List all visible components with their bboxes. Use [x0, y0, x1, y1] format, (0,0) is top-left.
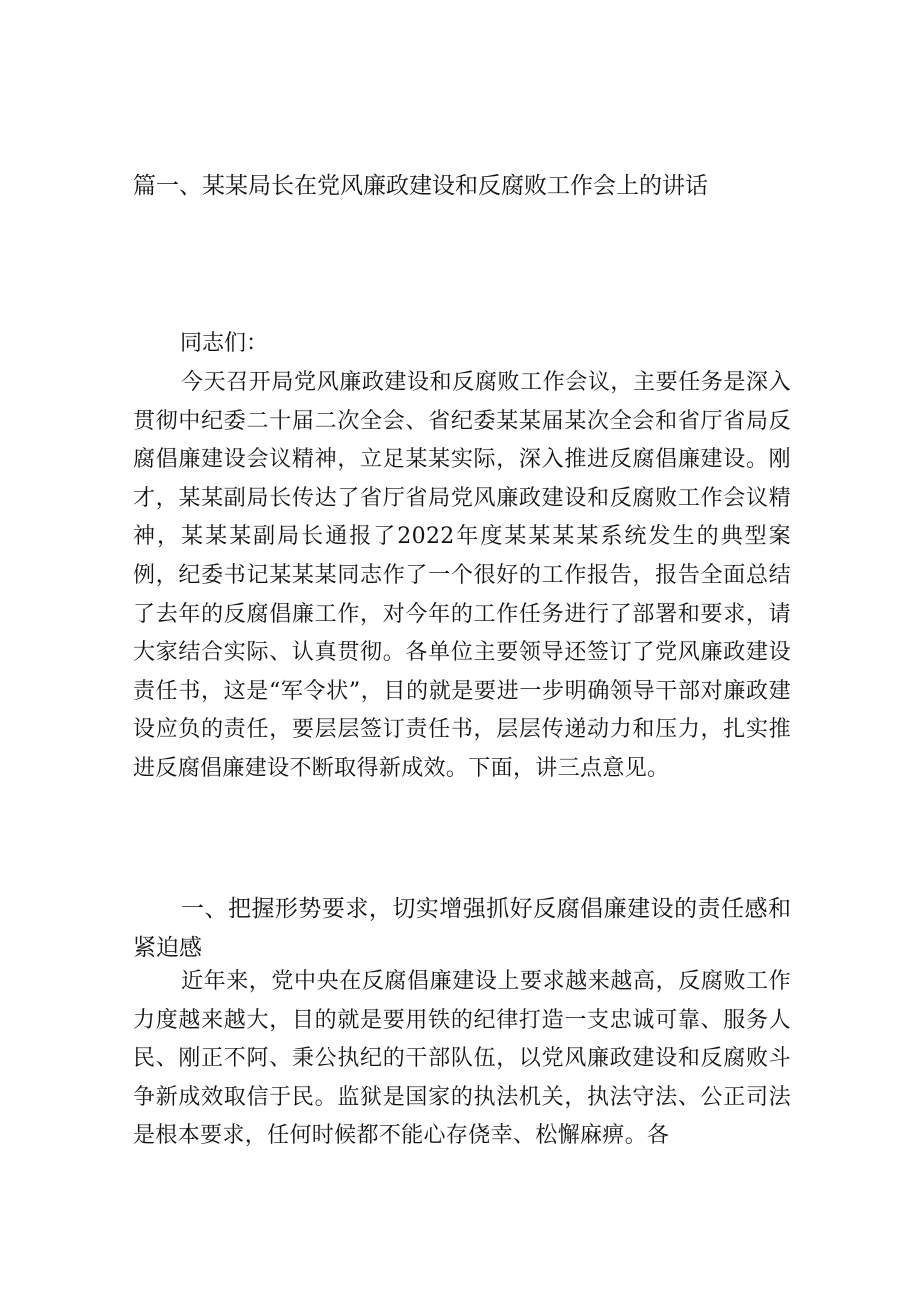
body-paragraph: 今天召开局党风廉政建设和反腐败工作会议，主要任务是深入贯彻中纪委二十届二次全会、省纪委某某届某次全会和省厅省局反腐倡廉建设会议精神，立足某某实际，深入推进反腐倡廉建设。刚才，某某副局长传达了省厅省局党风廉政建设和反腐败工作会议精神，某某某副局长通报了2022年度某某某某系统发生的典型案例，纪委书记某某某同志作了一个很好的工作报告，报告全面总结了去年的反腐倡廉工作，对今年的工作任务进行了部署和要求，请大家结合实际、认真贯彻。各单位主要领导还签订了党风廉政建设责任书，这是“军令状”，目的就是要进一步明确领导干部对廉政建设应负的责任，要层层签订责任书，层层传递动力和压力，扎实推进反腐倡廉建设不断取得新成效。下面，讲三点意见。 — [133, 370, 791, 781]
document-title: 篇一、某某局长在党风廉政建设和反腐败工作会上的讲话 — [133, 173, 708, 199]
salutation: 同志们： — [180, 331, 269, 356]
section-heading: 一、把握形势要求，切实增强抓好反腐倡廉建设的责任感和紧迫感 — [133, 896, 791, 961]
section-paragraph: 近年来，党中央在反腐倡廉建设上要求越来越高，反腐败工作力度越来越大，目的就是要用铁的纪律打造一支忠诚可靠、服务人民、刚正不阿、秉公执纪的干部队伍，以党风廉政建设和反腐败斗争新成效取信于民。监狱是国家的执法机关，执法守法、公正司法是根本要求，任何时候都不能心存侥幸、松懈麻痹。各 — [133, 969, 791, 1149]
